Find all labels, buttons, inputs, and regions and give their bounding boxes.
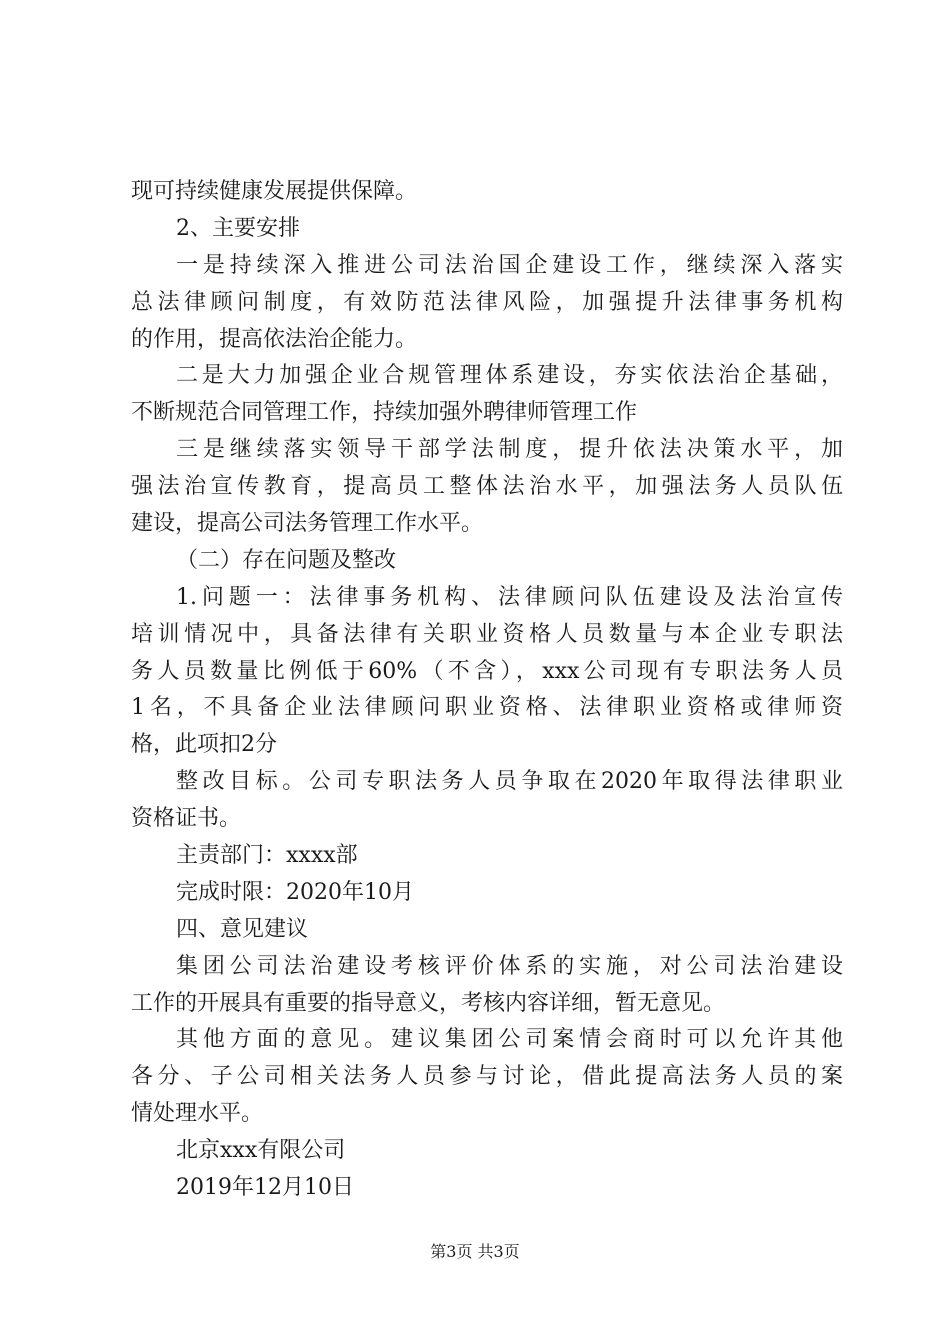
body-line: 集团公司法治建设考核评价体系的实施，对公司法治建设 (176, 953, 843, 979)
section-heading: 四、意见建议 (176, 916, 309, 942)
body-line: 总法律顾问制度，有效防范法律风险，加强提升法律事务机构 (131, 289, 843, 315)
body-line: 情处理水平。 (131, 1101, 264, 1127)
body-line: 其他方面的意见。建议集团公司案情会商时可以允许其他 (176, 1027, 843, 1053)
body-line: 一是持续深入推进公司法治国企建设工作，继续深入落实 (176, 252, 843, 278)
section-heading: 2、主要安排 (176, 215, 300, 241)
responsible-department: 主责部门：xxxx部 (176, 843, 358, 869)
deadline: 完成时限：2020年10月 (176, 879, 414, 905)
body-line: 工作的开展具有重要的指导意义，考核内容详细，暂无意见。 (131, 990, 726, 1016)
body-line: 格，此项扣2分 (131, 732, 277, 758)
body-line: 培训情况中，具备法律有关职业资格人员数量与本企业专职法 (131, 621, 843, 647)
body-line: 务人员数量比例低于60%（不含），xxx公司现有专职法务人员 (131, 658, 843, 684)
document-body (131, 174, 843, 1207)
body-line: 强法治宣传教育，提高员工整体法治水平，加强法务人员队伍 (131, 474, 843, 500)
body-line: 三是继续落实领导干部学法制度，提升依法决策水平，加 (176, 437, 843, 463)
body-line: 资格证书。 (131, 806, 242, 832)
body-line: 整改目标。公司专职法务人员争取在2020年取得法律职业 (176, 769, 843, 795)
body-line: 1.问题一：法律事务机构、法律顾问队伍建设及法治宣传 (176, 584, 843, 610)
section-heading: （二）存在问题及整改 (176, 547, 397, 573)
body-line: 建设，提高公司法务管理工作水平。 (131, 511, 484, 537)
signature-date: 2019年12月10日 (176, 1175, 354, 1201)
page-number: 第3页 共3页 (430, 1242, 520, 1261)
body-line: 现可持续健康发展提供保障。 (131, 179, 418, 204)
body-line: 二是大力加强企业合规管理体系建设，夯实依法治企基础， (176, 363, 843, 389)
company-signature: 北京xxx有限公司 (176, 1138, 346, 1164)
body-line: 的作用，提高依法治企能力。 (131, 326, 418, 352)
body-line: 各分、子公司相关法务人员参与讨论，借此提高法务人员的案 (131, 1064, 843, 1090)
body-line: 1名，不具备企业法律顾问职业资格、法律职业资格或律师资 (131, 695, 843, 721)
body-line: 不断规范合同管理工作，持续加强外聘律师管理工作 (131, 400, 638, 426)
